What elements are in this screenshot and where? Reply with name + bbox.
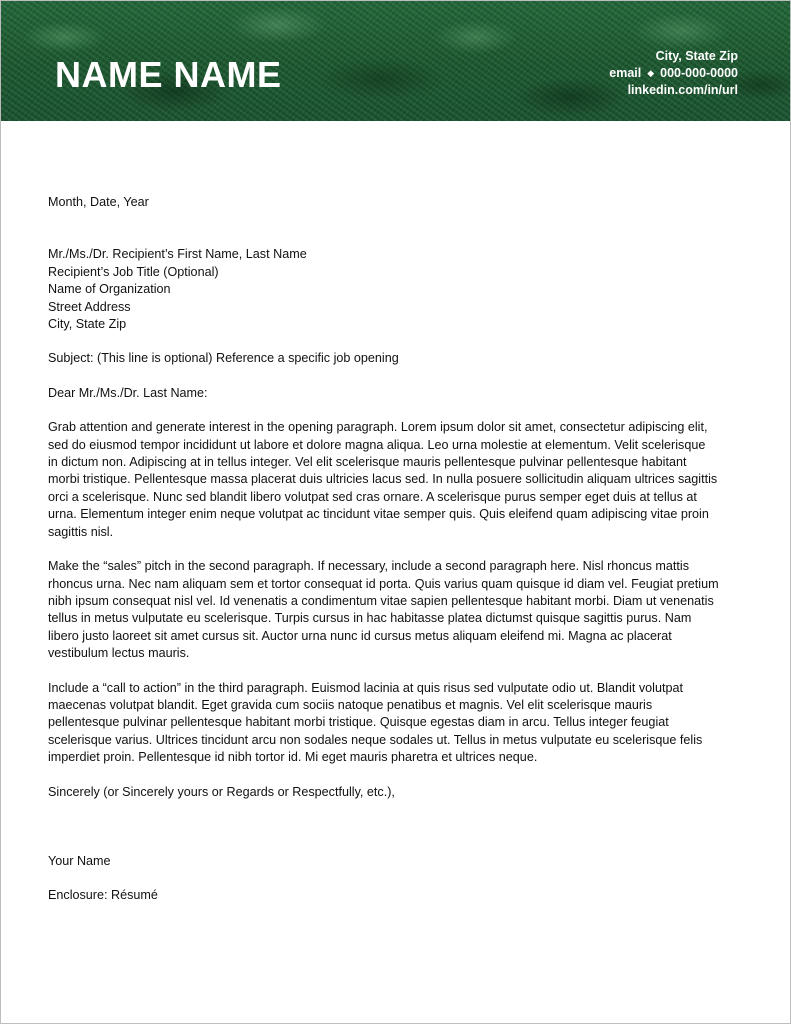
contact-phone: 000-000-0000: [660, 66, 738, 80]
paragraph-line: scelerisque varius. Ultrices tincidunt arcu non sodales neque sodales ut. Tellus in metus vulputate eu scelerisque felis: [48, 732, 703, 747]
paragraph-line: pellentesque pulvinar pellentesque habitant morbi tristique. Quisque egestas diam in arcu. Tellus integer feugiat: [48, 715, 669, 730]
contact-email-phone: [609, 65, 738, 82]
spacer: [48, 870, 748, 887]
signature-name: Your Name: [48, 853, 111, 868]
recipient-line: Name of Organization: [48, 282, 171, 297]
paragraph-line: Grab attention and generate interest in the opening paragraph. Lorem ipsum dolor sit amet, consectetur adipiscing elit,: [48, 420, 708, 435]
enclosure: Enclosure: Résumé: [48, 888, 158, 903]
paragraph-call-to-action: [48, 680, 748, 767]
paragraph-line: sagittis nisl.: [48, 524, 114, 539]
spacer: [48, 541, 748, 558]
paragraph-line: morbi tristique. Pellentesque massa placerat duis ultricies lacus sed. In nulla posuere sollicitudin aliquam ultrices sagittis: [48, 472, 718, 487]
salutation: Dear Mr./Ms./Dr. Last Name:: [48, 385, 208, 400]
paragraph-line: in dictum non. Adipiscing at in tellus integer. Vel elit scelerisque mauris pellentesque pulvinar pellentesque habitant: [48, 455, 687, 470]
spacer: [48, 333, 748, 350]
paragraph-line: maecenas volutpat blandit. Eget gravida cum sociis natoque penatibus et magnis. Vel elit scelerisque mauris: [48, 697, 653, 712]
spacer: [48, 368, 748, 385]
paragraph-line: Make the “sales” pitch in the second paragraph. If necessary, include a second paragraph here. Nisl rhoncus mattis: [48, 559, 689, 574]
closing: Sincerely (or Sincerely yours or Regards or Respectfully, etc.),: [48, 784, 395, 799]
contact-linkedin: linkedin.com/in/url: [627, 83, 738, 97]
paragraph-opening: [48, 419, 748, 541]
paragraph-line: rhoncus urna. Nec nam aliquam sem et tortor consequat id porta. Quis varius quam quisque id diam vel. Feugiat pretium: [48, 576, 719, 591]
spacer: [48, 402, 748, 419]
paragraph-line: tellus in metus vulputate eu scelerisque. Turpis cursus in hac habitasse platea dictumst quisque sagittis purus. Nam: [48, 611, 692, 626]
paragraph-line: urna. Elementum integer enim neque volutpat ac tincidunt vitae semper quis. Quis eleifend quam adipiscing vitae proin: [48, 507, 709, 522]
contact-email: email: [609, 66, 642, 80]
applicant-name: NAME NAME: [55, 54, 282, 95]
paragraph-sales-pitch: [48, 558, 748, 662]
diamond-separator-icon: ◆: [647, 68, 655, 78]
recipient-line: Mr./Ms./Dr. Recipient’s First Name, Last Name: [48, 247, 307, 262]
paragraph-line: Include a “call to action” in the third paragraph. Euismod lacinia at quis risus sed vulputate odio ut. Blandit volutpat: [48, 680, 683, 695]
recipient-address: [48, 246, 748, 333]
contact-info: [609, 48, 738, 99]
paragraph-line: vestibulum lectus mauris.: [48, 646, 190, 661]
contact-city-state-zip: City, State Zip: [655, 49, 738, 63]
paragraph-line: nibh ipsum consequat nisl vel. Id venenatis a condimentum vitae sapien pellentesque habitant morbi. Diam ut venenatis: [48, 593, 714, 608]
spacer: [48, 663, 748, 680]
recipient-line: Street Address: [48, 299, 131, 314]
signature-space: [48, 801, 748, 853]
paragraph-line: libero justo laoreet sit amet cursus sit. Auctor urna nunc id cursus metus aliquam eleifend mi. Magna ac placerat: [48, 628, 672, 643]
spacer: [48, 767, 748, 784]
subject-line: Subject: (This line is optional) Reference a specific job opening: [48, 351, 399, 366]
recipient-line: City, State Zip: [48, 317, 127, 332]
header-banner: [1, 1, 791, 121]
letter-body: [48, 194, 748, 905]
letter-date: Month, Date, Year: [48, 195, 149, 209]
paragraph-line: orci a scelerisque. Nunc sed blandit libero volutpat sed cras ornare. A scelerisque purus semper eget duis at tellus at: [48, 489, 697, 504]
spacer: [48, 211, 748, 246]
paragraph-line: sed do eiusmod tempor incididunt ut labore et dolore magna aliqua. Leo urna molestie at elementum. Velit scelerisque: [48, 437, 706, 452]
paragraph-line: imperdiet proin. Pellentesque id nibh tortor id. Mi eget mauris pharetra et ultrices neque.: [48, 750, 538, 765]
recipient-line: Recipient’s Job Title (Optional): [48, 264, 219, 279]
